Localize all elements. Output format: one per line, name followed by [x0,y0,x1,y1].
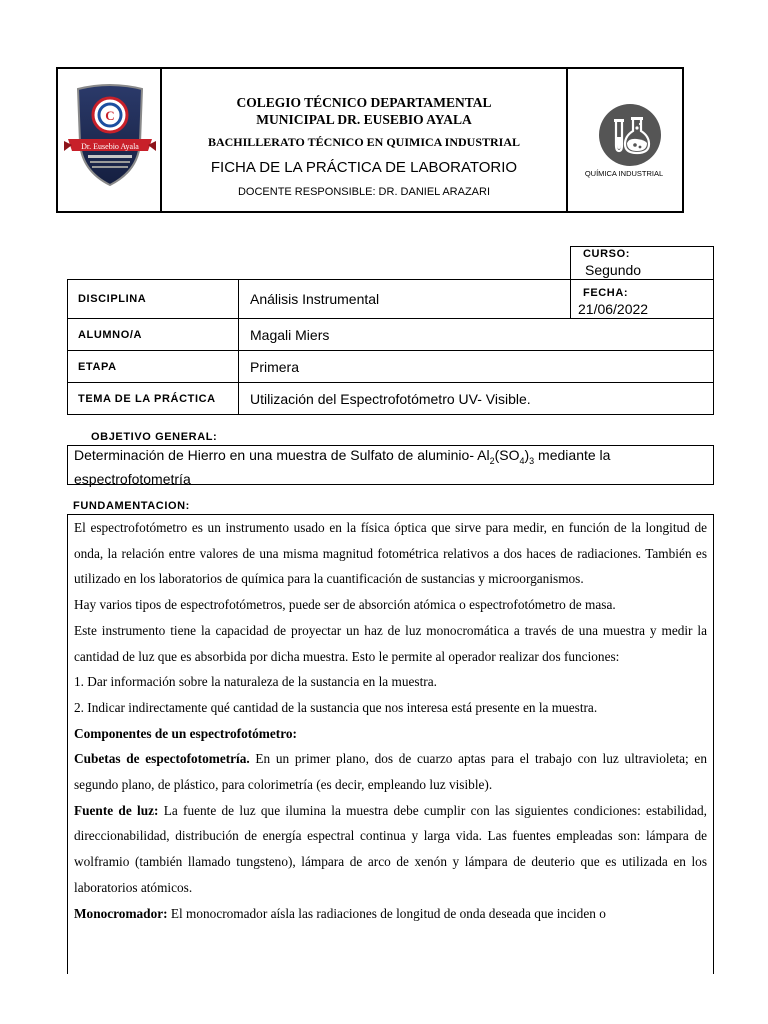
component-title: Cubetas de espectofotometría. [74,751,250,767]
etapa-label: ETAPA [78,360,117,373]
svg-text:Dr. Eusebio Ayala: Dr. Eusebio Ayala [81,142,139,151]
component-paragraph [74,798,707,901]
objetivo-text-4: mediante la espectrofotometría [74,447,611,487]
row-disciplina [67,279,714,319]
component-text: La fuente de luz que ilumina la muestra debe cumplir con las siguientes condiciones: estabilidad, direccionabilidad, distribución de energía espectral continua y larga vida. Las fuentes empleadas son: lámpara de wolframio (también llamado tungsteno), lámpara de arco de xenón y lámpara de deuterio que es utilizada en los laboratorios atómicos. [74,802,707,895]
component-title: Fuente de luz: [74,802,159,818]
list-item: 1. Dar información sobre la naturaleza de la sustancia en la muestra. [74,674,437,690]
school-name-line2: MUNICIPAL DR. EUSEBIO AYALA [256,112,472,127]
objetivo-sub-2: 4 [519,455,525,466]
document-header [56,67,684,213]
column-divider [238,383,239,414]
alumno-label: ALUMNO/A [78,328,143,341]
section-heading: Componentes de un espectrofotómetro: [74,725,297,741]
teacher-line: DOCENTE RESPONSIBLE: DR. DANIEL ARAZARI [237,186,491,198]
form-title: FICHA DE LA PRÁCTICA DE LABORATORIO [210,159,518,176]
objetivo-sub-1: 2 [489,455,495,466]
row-tema [67,382,714,415]
disciplina-label: DISCIPLINA [78,293,147,305]
objetivo-sub-3: 3 [529,455,535,466]
column-divider [238,280,239,318]
paragraph: Este instrumento tiene la capacidad de proyectar un haz de luz monocromática a través de una muestra y medir la cantidad de luz que es absorbida por dicha muestra. Esto le permite al operador realizar dos funciones: [74,622,707,664]
school-crest-logo [60,81,160,201]
curso-label: CURSO: [583,248,630,260]
list-item: 2. Indicar indirectamente qué cantidad de la sustancia que nos interesa está presente en la muestra. [74,699,598,715]
objetivo-label: OBJETIVO GENERAL: [91,431,218,443]
chemistry-logo-label: QUÍMICA INDUSTRIAL [584,169,664,178]
row-etapa [67,350,714,383]
chemistry-flask-icon [598,103,662,167]
fundamentacion-box [67,514,714,974]
program-name: BACHILLERATO TÉCNICO EN QUIMICA INDUSTRIAL [207,135,521,149]
row-alumno [67,318,714,351]
chemistry-logo-cell [566,69,682,211]
component-title: Monocromador: [74,905,168,921]
fecha-label: FECHA: [583,287,629,299]
component-text: En un primer plano, dos de cuarzo aptas para el trabajo con luz ultravioleta; en segundo plano, de plástico, para colorimetría (es decir, empleando luz visible). [74,751,707,793]
component-text: El monocromador aísla las radiaciones de longitud de onda deseada que inciden o [167,905,606,921]
fecha-value: 21/06/2022 [578,301,649,317]
tema-value: Utilización del Espectrofotómetro UV- Visible. [250,390,531,407]
component-paragraph [74,746,707,797]
fundamentacion-label: FUNDAMENTACION: [73,500,190,512]
column-divider [238,319,239,350]
objetivo-text-2: (SO [494,447,520,463]
alumno-value: Magali Miers [250,326,330,343]
component-paragraph [74,901,707,927]
school-logo-cell [58,69,162,211]
tema-label: TEMA DE LA PRÁCTICA [78,392,216,405]
disciplina-value: Análisis Instrumental [250,291,380,307]
paragraph: Hay varios tipos de espectrofotómetros, puede ser de absorción atómica o espectrofotómetro de masa. [74,597,616,613]
svg-text:C: C [105,108,115,123]
column-divider [570,280,571,318]
curso-cell [570,246,714,280]
school-name-line1: COLEGIO TÉCNICO DEPARTAMENTAL [236,95,492,110]
paragraph: El espectrofotómetro es un instrumento usado en la física óptica que sirve para medir, en función de la longitud de onda, la relación entre valores de una misma magnitud fotométrica relativos a dos haces de radiaciones. También es utilizado en los laboratorios de química para la cuantificación de sustancias y microorganismos. [74,520,707,587]
objetivo-box [67,445,714,485]
objetivo-text-3: ) [524,447,530,463]
curso-value: Segundo [585,262,642,278]
column-divider [238,351,239,382]
etapa-value: Primera [250,358,300,375]
objetivo-text-1: Determinación de Hierro en una muestra de Sulfato de aluminio- Al [74,447,490,463]
